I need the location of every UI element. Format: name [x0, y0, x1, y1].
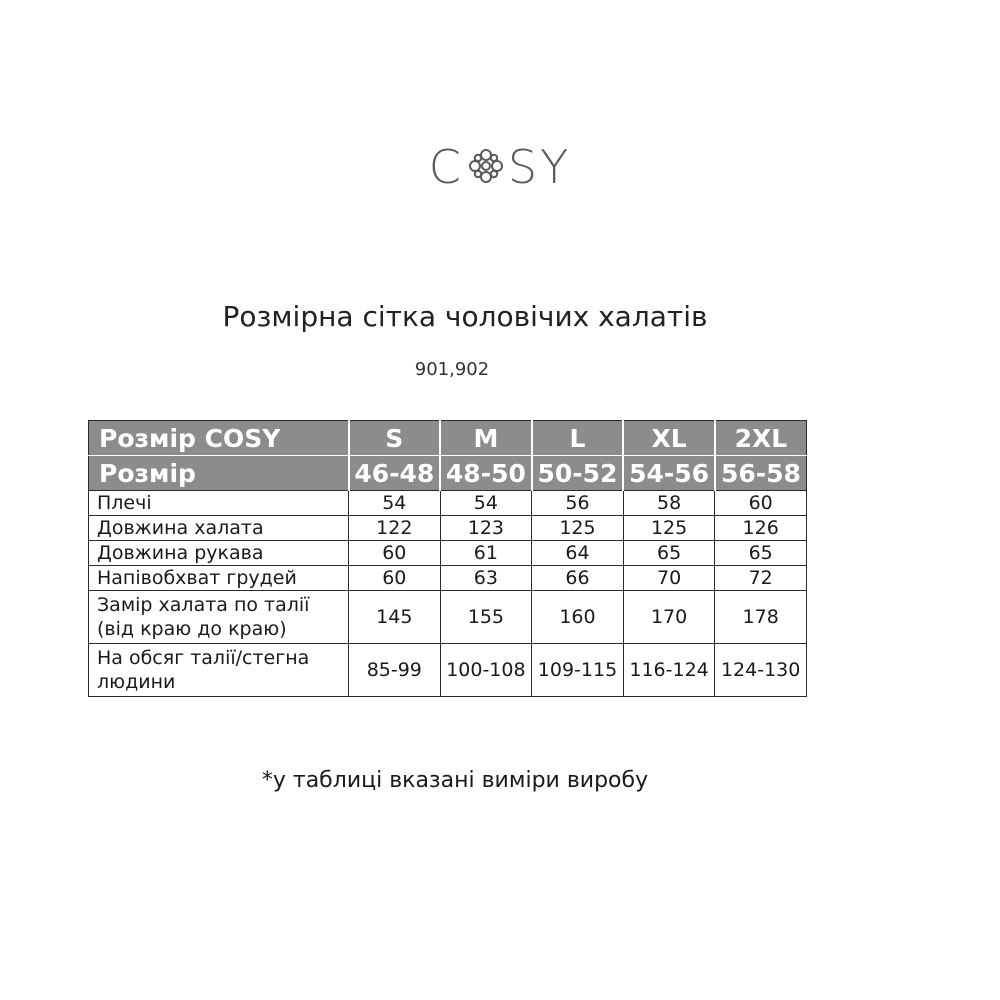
table-cell: 160 [532, 591, 624, 644]
table-cell: 60 [349, 566, 441, 591]
footnote: *у таблиці вказані виміри виробу [261, 768, 649, 793]
table-cell: 60 [349, 541, 441, 566]
table-cell: 60 [715, 491, 807, 516]
table-cell: 63 [440, 566, 532, 591]
row-label: Розмір [89, 456, 349, 491]
table-cell: 124-130 [715, 644, 807, 697]
logo-letter-c: C [428, 139, 464, 194]
table-cell: 122 [349, 516, 441, 541]
brand-logo [0, 138, 1000, 192]
flower-icon [466, 146, 506, 186]
row-label: Розмір COSY [89, 421, 349, 456]
row-label: Плечі [89, 491, 349, 516]
table-cell: 155 [440, 591, 532, 644]
table-cell: 54 [349, 491, 441, 516]
table-cell: 125 [532, 516, 624, 541]
row-label: На обсяг талії/стегна людини [89, 644, 349, 697]
table-cell: 65 [715, 541, 807, 566]
table-cell: 100-108 [440, 644, 532, 697]
table-cell: XL [623, 421, 715, 456]
row-label: Напівобхват грудей [89, 566, 349, 591]
table-row [89, 491, 807, 516]
table-cell: 56-58 [715, 456, 807, 491]
table-cell: 66 [532, 566, 624, 591]
header-row [89, 456, 807, 491]
table-cell: 46-48 [349, 456, 441, 491]
table-cell: 72 [715, 566, 807, 591]
row-label: Довжина халата [89, 516, 349, 541]
table-row [89, 516, 807, 541]
model-numbers: 901,902 [414, 359, 490, 380]
table-row [89, 591, 807, 644]
table-cell: 48-50 [440, 456, 532, 491]
table-cell: 65 [623, 541, 715, 566]
table-cell: 54 [440, 491, 532, 516]
table-cell: 50-52 [532, 456, 624, 491]
table-cell: L [532, 421, 624, 456]
table-cell: 109-115 [532, 644, 624, 697]
table-row [89, 566, 807, 591]
table-cell: 61 [440, 541, 532, 566]
table-cell: 70 [623, 566, 715, 591]
table-cell: 170 [623, 591, 715, 644]
table-cell: S [349, 421, 441, 456]
table-cell: 85-99 [349, 644, 441, 697]
table-cell: 58 [623, 491, 715, 516]
row-label: Замір халата по талії (від краю до краю) [89, 591, 349, 644]
header-row [89, 421, 807, 456]
table-cell: 123 [440, 516, 532, 541]
table-cell: 126 [715, 516, 807, 541]
table-cell: 54-56 [623, 456, 715, 491]
table-cell: 125 [623, 516, 715, 541]
row-label: Довжина рукава [89, 541, 349, 566]
table-cell: 116-124 [623, 644, 715, 697]
table-cell: 178 [715, 591, 807, 644]
page-title: Розмірна сітка чоловічих халатів [222, 300, 708, 333]
table-cell: 64 [532, 541, 624, 566]
size-table [88, 420, 807, 697]
table-cell: 145 [349, 591, 441, 644]
logo-letters-sy: SY [507, 139, 572, 194]
table-cell: M [440, 421, 532, 456]
table-cell: 56 [532, 491, 624, 516]
table-row [89, 644, 807, 697]
table-row [89, 541, 807, 566]
table-cell: 2XL [715, 421, 807, 456]
